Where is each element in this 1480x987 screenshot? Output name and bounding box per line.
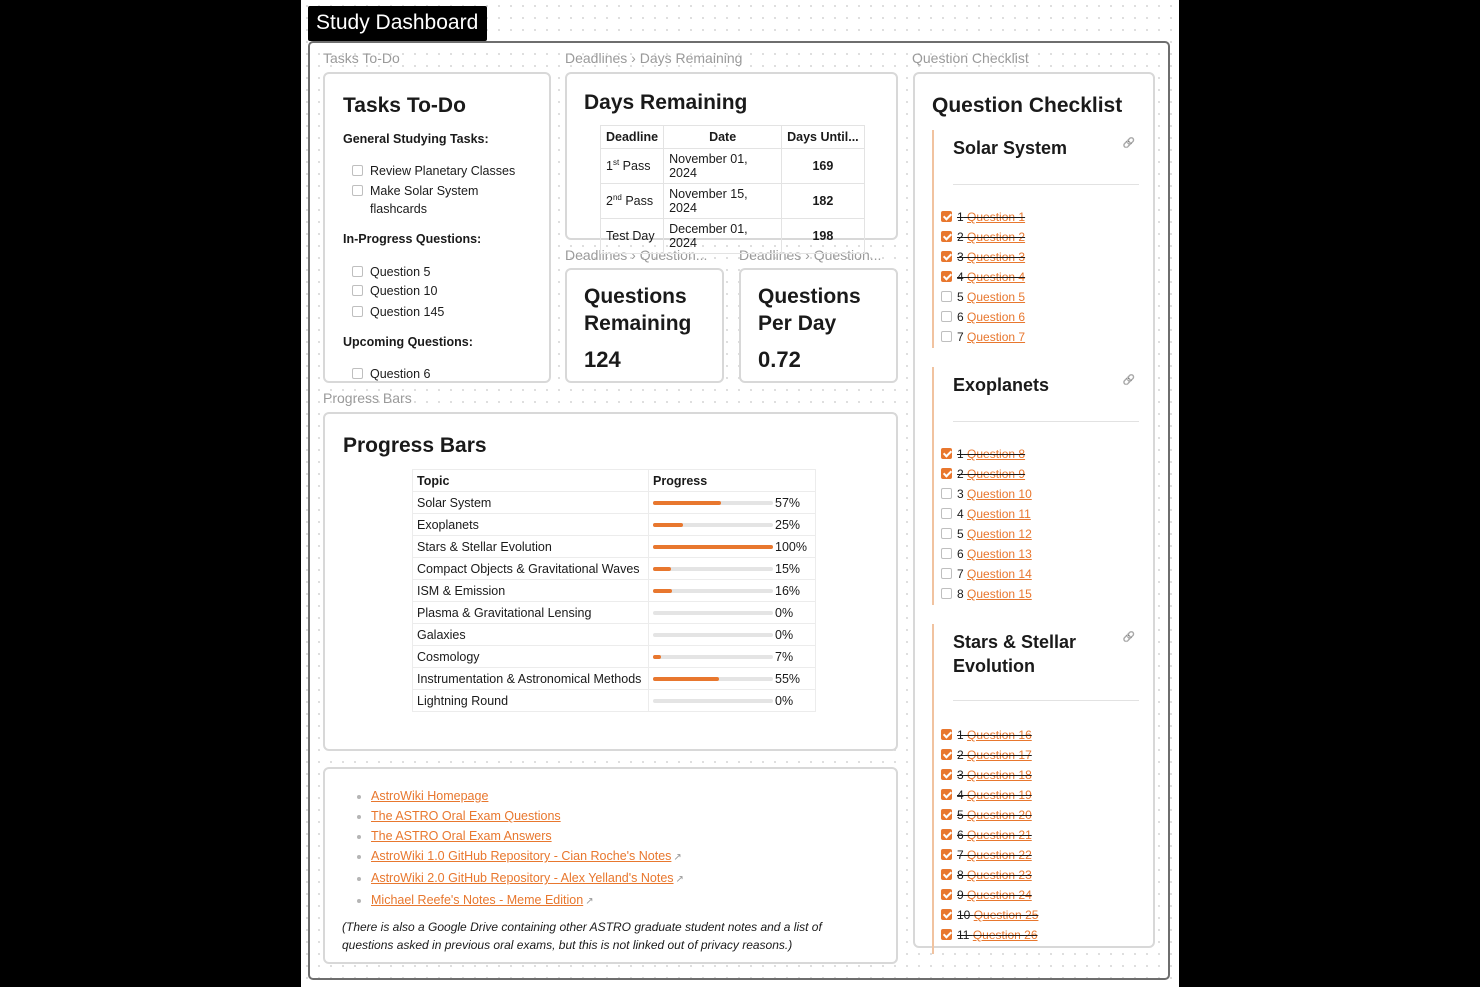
progress-label: 0%: [775, 627, 794, 642]
progress-bar-fill: [653, 655, 661, 659]
dashboard-title: Study Dashboard: [308, 6, 487, 41]
link-item: [371, 868, 684, 890]
questions-per-day-heading: Questions Per Day: [758, 285, 861, 335]
section-divider: [953, 184, 1139, 185]
question-checklist-card[interactable]: [913, 72, 1155, 948]
checkbox[interactable]: [941, 231, 952, 242]
table-row: [413, 668, 816, 690]
progress-bar: [653, 677, 773, 681]
item-number: 1: [957, 210, 964, 224]
checkbox[interactable]: [352, 306, 363, 317]
item-number: 5: [957, 527, 964, 541]
progress-cell: [649, 536, 816, 558]
progress-bar: [653, 699, 773, 703]
link[interactable]: AstroWiki Homepage: [371, 789, 489, 803]
progress-label: 25%: [775, 517, 801, 532]
checkbox[interactable]: [941, 789, 952, 800]
question-link[interactable]: Question 8: [967, 447, 1026, 461]
checklist-item[interactable]: [941, 786, 1032, 804]
tasks-card[interactable]: [323, 72, 551, 383]
item-number: 3: [957, 487, 964, 501]
item-number: 5: [957, 290, 964, 304]
progress-cell: [649, 690, 816, 712]
checklist-item[interactable]: [941, 846, 1032, 864]
table-row: [413, 536, 816, 558]
section-title: Solar System: [953, 138, 1068, 158]
item-number: 4: [957, 270, 964, 284]
label-checklist[interactable]: Question Checklist: [912, 50, 1029, 66]
label-progress[interactable]: Progress Bars: [323, 390, 412, 406]
progress-bar: [653, 611, 773, 615]
table-row: 2nd Pass November 15, 2024 182: [601, 184, 865, 219]
progress-bar-fill: [653, 677, 719, 681]
progress-bar: [653, 567, 773, 571]
checklist-item[interactable]: [941, 565, 1032, 583]
section-divider: [953, 421, 1139, 422]
item-number: 2: [957, 467, 964, 481]
checklist-item[interactable]: [941, 465, 1025, 483]
questions-per-day-value: 0.72: [758, 347, 801, 372]
checkbox[interactable]: [941, 488, 952, 499]
link-item: [371, 846, 684, 868]
item-number: 8: [957, 587, 964, 601]
col-progress: Progress: [649, 470, 816, 492]
days-remaining-card[interactable]: [565, 72, 898, 250]
progress-cell: [649, 514, 816, 536]
checklist-item[interactable]: [941, 806, 1032, 824]
label-questions-per-day[interactable]: Deadlines › Question...: [739, 247, 882, 263]
item-number: 11: [957, 928, 970, 942]
checkbox[interactable]: [352, 185, 363, 196]
upcoming-heading: Upcoming Questions:: [343, 335, 473, 349]
task-item[interactable]: Question 145: [352, 303, 444, 321]
checkbox[interactable]: [941, 291, 952, 302]
progress-label: 0%: [775, 693, 794, 708]
checkbox[interactable]: [941, 508, 952, 519]
topic-cell: Compact Objects & Gravitational Waves: [413, 558, 649, 580]
checklist-section: [932, 624, 1139, 954]
questions-remaining-heading: Questions Remaining: [584, 285, 692, 335]
item-number: 3: [957, 250, 964, 264]
checkbox[interactable]: [941, 271, 952, 282]
checklist-item[interactable]: [941, 505, 1031, 523]
item-number: 7: [957, 330, 964, 344]
link[interactable]: AstroWiki 2.0 GitHub Repository - Alex Yelland's Notes: [371, 871, 674, 885]
table-row: [413, 646, 816, 668]
deadlines-table: [600, 125, 865, 254]
checkbox[interactable]: [352, 285, 363, 296]
progress-bar-fill: [653, 589, 672, 593]
col-date: Date: [664, 126, 782, 149]
question-link[interactable]: Question 21: [967, 828, 1032, 842]
external-link-icon: ↗: [585, 896, 594, 907]
progress-bar: [653, 545, 773, 549]
checkbox[interactable]: [352, 266, 363, 277]
item-number: 10: [957, 908, 971, 922]
progress-label: 100%: [775, 539, 807, 554]
item-number: 7: [957, 567, 964, 581]
progress-cell: [649, 646, 816, 668]
checkbox[interactable]: [941, 729, 952, 740]
question-link[interactable]: Question 10: [967, 487, 1032, 501]
link-item: [371, 890, 684, 912]
progress-label: 0%: [775, 605, 794, 620]
progress-cell: [649, 492, 816, 514]
link[interactable]: AstroWiki 1.0 GitHub Repository - Cian Roche's Notes: [371, 849, 672, 863]
table-row: [413, 492, 816, 514]
question-link[interactable]: Question 20: [967, 808, 1032, 822]
links-list: [358, 786, 684, 912]
checklist-item[interactable]: [941, 906, 1038, 924]
checklist-section: [932, 367, 1139, 605]
question-link[interactable]: Question 12: [967, 527, 1032, 541]
progress-cell: [649, 580, 816, 602]
checkbox[interactable]: [941, 588, 952, 599]
dashboard-group[interactable]: [308, 41, 1170, 980]
topic-cell: Solar System: [413, 492, 649, 514]
checkbox[interactable]: [941, 548, 952, 559]
link[interactable]: The ASTRO Oral Exam Questions: [371, 809, 561, 823]
link-item: [371, 826, 684, 846]
checkbox[interactable]: [941, 909, 952, 920]
checkbox[interactable]: [941, 869, 952, 880]
progress-label: 55%: [775, 671, 801, 686]
progress-label: 15%: [775, 561, 801, 576]
checkbox[interactable]: [941, 331, 952, 342]
topic-cell: Instrumentation & Astronomical Methods: [413, 668, 649, 690]
progress-heading: Progress Bars: [343, 434, 487, 457]
links-card[interactable]: [323, 767, 898, 964]
checklist-item[interactable]: [941, 886, 1032, 904]
question-link[interactable]: Question 15: [967, 587, 1032, 601]
checklist-item[interactable]: [941, 766, 1032, 784]
checklist-item[interactable]: [941, 826, 1032, 844]
table-row: [413, 602, 816, 624]
col-topic: Topic: [413, 470, 649, 492]
checkbox[interactable]: [941, 849, 952, 860]
topic-cell: Plasma & Gravitational Lensing: [413, 602, 649, 624]
progress-bar: [653, 655, 773, 659]
item-number: 7: [957, 848, 964, 862]
label-tasks[interactable]: Tasks To-Do: [323, 50, 400, 66]
item-number: 5: [957, 808, 964, 822]
item-number: 1: [957, 447, 964, 461]
checklist-item[interactable]: [941, 268, 1025, 286]
question-link[interactable]: Question 4: [967, 270, 1026, 284]
progress-bar: [653, 523, 773, 527]
checklist-item[interactable]: [941, 746, 1032, 764]
item-number: 6: [957, 547, 964, 561]
progress-cell: [649, 558, 816, 580]
section-title: Exoplanets: [953, 375, 1050, 395]
progress-bars-card[interactable]: [323, 412, 898, 751]
checkbox[interactable]: [941, 211, 952, 222]
question-link[interactable]: Question 14: [967, 567, 1032, 581]
table-row: [413, 580, 816, 602]
item-number: 6: [957, 828, 964, 842]
question-link[interactable]: Question 13: [967, 547, 1032, 561]
question-link[interactable]: Question 11: [967, 507, 1031, 521]
checklist-item[interactable]: [941, 228, 1025, 246]
question-link[interactable]: Question 24: [967, 888, 1032, 902]
link-icon[interactable]: 🔗: [1122, 632, 1135, 643]
checkbox[interactable]: [941, 929, 952, 940]
progress-cell: [649, 668, 816, 690]
inprogress-heading: In-Progress Questions:: [343, 232, 482, 246]
item-number: 4: [957, 507, 964, 521]
checklist-item[interactable]: [941, 585, 1032, 603]
privacy-note: (There is also a Google Drive containing other ASTRO graduate student notes and a list of questions asked in previous oral exams, but this is not linked out of privacy reasons.): [342, 920, 822, 952]
link-icon[interactable]: 🔗: [1122, 138, 1135, 149]
canvas[interactable]: [301, 0, 1179, 987]
table-row: 1st Pass November 01, 2024 169: [601, 149, 865, 184]
progress-bar: [653, 501, 773, 505]
link-item: [371, 806, 684, 826]
questions-remaining-value: 124: [584, 347, 621, 372]
item-number: 3: [957, 768, 964, 782]
checkbox[interactable]: [352, 165, 363, 176]
progress-bar-fill: [653, 567, 671, 571]
task-item[interactable]: Question 10: [352, 282, 437, 300]
topic-cell: ISM & Emission: [413, 580, 649, 602]
progress-label: 16%: [775, 583, 801, 598]
checklist-item[interactable]: [941, 726, 1032, 744]
checklist-item[interactable]: [941, 445, 1025, 463]
checklist-item[interactable]: [941, 866, 1032, 884]
progress-bar: [653, 633, 773, 637]
question-link[interactable]: Question 17: [967, 748, 1032, 762]
checkbox[interactable]: [941, 568, 952, 579]
question-link[interactable]: Question 25: [973, 908, 1039, 922]
topic-cell: Stars & Stellar Evolution: [413, 536, 649, 558]
item-number: 9: [957, 888, 964, 902]
progress-label: 7%: [775, 649, 794, 664]
checkbox[interactable]: [941, 769, 952, 780]
checkbox[interactable]: [352, 368, 363, 379]
topic-cell: Cosmology: [413, 646, 649, 668]
table-row: [413, 624, 816, 646]
item-number: 2: [957, 748, 964, 762]
progress-cell: [649, 624, 816, 646]
col-deadline: Deadline: [601, 126, 664, 149]
item-number: 2: [957, 230, 964, 244]
checklist-item[interactable]: [941, 545, 1032, 563]
item-number: 6: [957, 310, 964, 324]
link[interactable]: The ASTRO Oral Exam Answers: [371, 829, 552, 843]
progress-label: 57%: [775, 495, 801, 510]
checkbox[interactable]: [941, 749, 952, 760]
checklist-item[interactable]: [941, 248, 1025, 266]
question-link[interactable]: Question 6: [967, 310, 1026, 324]
label-days[interactable]: Deadlines › Days Remaining: [565, 50, 743, 66]
progress-bar-fill: [653, 545, 773, 549]
general-tasks-heading: General Studying Tasks:: [343, 132, 489, 146]
link[interactable]: Michael Reefe's Notes - Meme Edition: [371, 893, 584, 907]
question-link[interactable]: Question 3: [967, 250, 1026, 264]
link-icon[interactable]: 🔗: [1122, 375, 1135, 386]
progress-table: [412, 469, 816, 712]
checklist-item[interactable]: [941, 208, 1025, 226]
table-row: Test Day December 01, 2024 198: [601, 219, 865, 254]
task-item[interactable]: Review Planetary Classes: [352, 162, 515, 180]
tasks-heading: Tasks To-Do: [343, 94, 466, 117]
question-link[interactable]: Question 16: [967, 728, 1032, 742]
checkbox[interactable]: [941, 809, 952, 820]
checkbox[interactable]: [941, 251, 952, 262]
question-link[interactable]: Question 7: [967, 330, 1026, 344]
checkbox[interactable]: [941, 889, 952, 900]
progress-bar: [653, 589, 773, 593]
task-item[interactable]: Question 5: [352, 263, 430, 281]
item-number: 1: [957, 728, 964, 742]
external-link-icon: ↗: [673, 852, 682, 863]
checkbox[interactable]: [941, 468, 952, 479]
link-item: [371, 786, 684, 806]
checklist-section: [932, 130, 1139, 348]
item-number: 4: [957, 788, 964, 802]
question-link[interactable]: Question 5: [967, 290, 1026, 304]
checklist-item[interactable]: [941, 525, 1032, 543]
question-link[interactable]: Question 23: [967, 868, 1032, 882]
questions-per-day-card[interactable]: [739, 268, 898, 383]
checklist-item[interactable]: [941, 328, 1025, 346]
checklist-item[interactable]: [941, 926, 1038, 944]
col-days-until: Days Until...: [782, 126, 865, 149]
checkbox[interactable]: [941, 311, 952, 322]
topic-cell: Galaxies: [413, 624, 649, 646]
question-link[interactable]: Question 26: [972, 928, 1038, 942]
question-link[interactable]: Question 1: [967, 210, 1026, 224]
label-questions-remaining[interactable]: Deadlines › Question...: [565, 247, 708, 263]
question-link[interactable]: Question 9: [967, 467, 1026, 481]
checklist-heading: Question Checklist: [932, 94, 1123, 117]
checkbox[interactable]: [941, 528, 952, 539]
question-link[interactable]: Question 22: [967, 848, 1032, 862]
progress-bar-fill: [653, 501, 721, 505]
progress-cell: [649, 602, 816, 624]
question-link[interactable]: Question 2: [967, 230, 1026, 244]
checklist-item[interactable]: [941, 288, 1025, 306]
table-row: [413, 558, 816, 580]
checkbox[interactable]: [941, 448, 952, 459]
checklist-item[interactable]: [941, 308, 1025, 326]
question-link[interactable]: Question 19: [967, 788, 1032, 802]
external-link-icon: ↗: [675, 874, 684, 885]
task-item[interactable]: Question 6: [352, 365, 430, 383]
checklist-item[interactable]: [941, 485, 1032, 503]
section-divider: [953, 700, 1139, 701]
topic-cell: Exoplanets: [413, 514, 649, 536]
section-title: Stars & Stellar Evolution: [953, 632, 1077, 676]
item-number: 8: [957, 868, 964, 882]
table-row: [413, 514, 816, 536]
checkbox[interactable]: [941, 829, 952, 840]
task-item[interactable]: Make Solar System flashcards: [352, 182, 502, 218]
question-link[interactable]: Question 18: [967, 768, 1032, 782]
topic-cell: Lightning Round: [413, 690, 649, 712]
days-heading: Days Remaining: [584, 91, 748, 114]
table-row: [413, 690, 816, 712]
questions-remaining-card[interactable]: [565, 268, 724, 383]
progress-bar-fill: [653, 523, 683, 527]
